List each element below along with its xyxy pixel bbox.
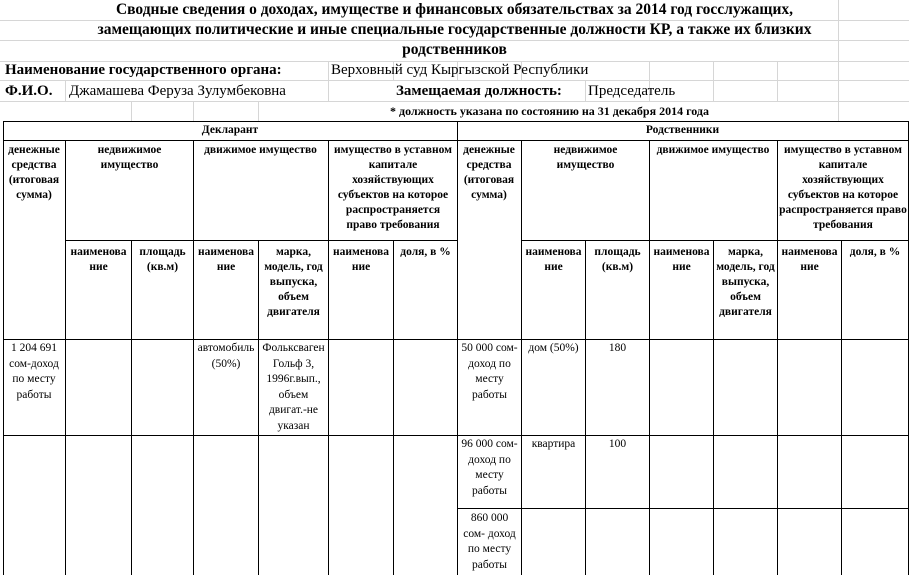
org-label: Наименование государственного органа: [5,62,282,78]
table-border [65,140,66,575]
relatives-real-estate-header: недвижимое имущество [553,144,618,171]
report-title-line-1: Сводные сведения о доходах, имуществе и финансовых обязательствах за 2014 год госслужащих, [115,1,794,18]
fio-label: Ф.И.О. [5,83,53,99]
gridline [131,101,132,122]
table-border [3,121,909,122]
relatives-movable-header: движимое имущество [656,144,770,156]
gridline [585,80,586,102]
declarant-movable-name: автомобиль (50%) [197,342,255,370]
table-border [393,240,394,575]
table-border [457,121,458,575]
table-border [841,240,842,575]
position-value: Председатель [588,83,676,99]
movable-header: движимое имущество [204,144,317,156]
mv-name-header: наименова ние [198,246,254,273]
relatives-authorized-capital-header: имущество в уставном капитале хозяйствующих субъектов на которое распространяется право требования [779,144,907,231]
table-border [3,435,909,436]
relative-real-estate-name: квартира [531,438,576,450]
table-border [328,140,329,575]
re-name-header: наименова ние [70,246,127,273]
report-title-line-2: замещающих политические и иные специальные государственные должности КР, а также их близких [97,21,812,38]
relative-cash: 860 000 сом- доход по месту работы [463,512,516,571]
table-border [585,240,586,575]
position-label: Замещаемая должность: [396,83,562,99]
table-border [521,140,522,575]
mv-brand-header: марка, модель, год выпуска, объем двигателя [264,246,323,318]
table-border [649,140,650,575]
gridline [0,80,909,81]
real-estate-header: недвижимое имущество [97,144,162,171]
rel-mv-brand-header: марка, модель, год выпуска, объем двигателя [716,246,775,318]
relative-real-estate-area: 100 [608,438,627,450]
report-title-line-3: родственников [402,41,507,58]
gridline [777,61,778,102]
table-border [258,240,259,575]
table-border [521,240,909,241]
authorized-capital-header: имущество в уставном капитале хозяйствующих субъектов на которое распространяется право требования [334,144,452,231]
relative-real-estate-name: дом (50%) [528,342,579,354]
cap-name-header: наименова ние [333,246,389,273]
relatives-group-header: Родственники [645,124,720,136]
relative-cash: 96 000 сом-доход по месту работы [461,438,518,497]
rel-re-area-header: площадь (кв.м) [594,246,641,273]
relatives-cash-header: денежные средства (итоговая сумма) [463,144,515,201]
table-border [3,121,4,575]
rel-re-name-header: наименова ние [525,246,582,273]
declarant-group-header: Декларант [201,124,259,136]
gridline [258,101,259,122]
relative-real-estate-area: 180 [608,342,627,354]
gridline [0,101,909,102]
rel-cap-share-header: доля, в % [849,246,901,258]
gridline [193,101,194,122]
rel-cap-name-header: наименова ние [781,246,838,273]
gridline [713,61,714,102]
table-border [65,240,457,241]
gridline [65,80,66,102]
declarant-cash: 1 204 691 сом-доход по месту работы [9,342,59,401]
cash-header: денежные средства (итоговая сумма) [8,144,60,201]
fio-value: Джамашева Феруза Зулумбековна [69,83,286,99]
table-border [193,140,194,575]
gridline [328,61,329,102]
table-border [131,240,132,575]
cap-share-header: доля, в % [400,246,451,258]
relative-cash: 50 000 сом-доход по месту работы [461,342,518,401]
org-value: Верховный суд Кыргызской Республики [331,62,589,78]
table-border [3,339,909,340]
position-date-note: * должность указана по состоянию на 31 декабря 2014 года [390,104,709,118]
declarant-movable-brand: Фольксваген Гольф 3, 1996г.вып., объем двигат.-не указан [262,342,325,432]
table-border [777,140,778,575]
rel-mv-name-header: наименова ние [653,246,710,273]
table-border [3,140,909,141]
table-border [713,240,714,575]
re-area-header: площадь (кв.м) [139,246,186,273]
